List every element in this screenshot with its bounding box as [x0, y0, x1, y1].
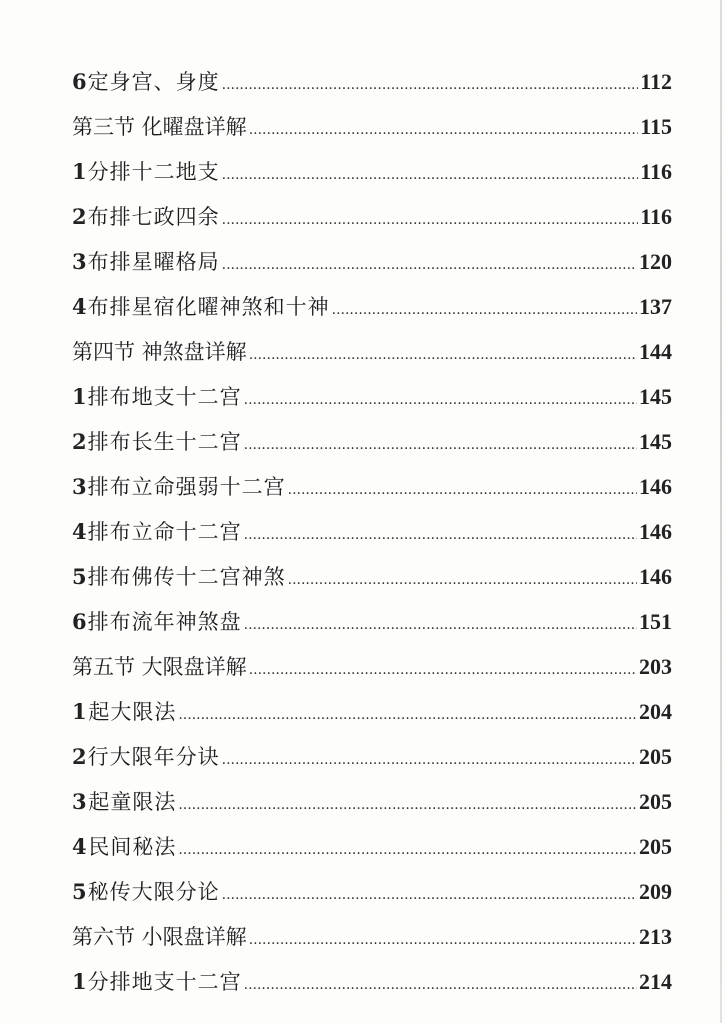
toc-entry-number: 3 [72, 249, 88, 274]
toc-entry [72, 284, 672, 329]
toc-entry-number: 4 [72, 519, 88, 544]
toc-entry [72, 374, 672, 419]
toc-entry [72, 689, 672, 734]
toc-leader-dots [249, 333, 637, 378]
toc-leader-dots [332, 288, 637, 333]
toc-page-number: 205 [639, 744, 672, 769]
toc-page-number: 115 [640, 114, 672, 139]
toc-page-number: 120 [639, 249, 672, 274]
toc-entry [72, 59, 672, 104]
toc-entry [72, 239, 672, 284]
toc-entry [72, 734, 672, 779]
toc-leader-dots [222, 198, 639, 243]
toc-entry-number: 3 [72, 789, 88, 814]
toc-leader-dots [222, 738, 637, 783]
toc-leader-dots [178, 783, 637, 828]
toc-leader-dots [288, 558, 637, 603]
toc-page-number: 205 [639, 789, 672, 814]
toc-section-entry [72, 644, 672, 689]
toc-entry-title: 起大限法 [88, 700, 177, 724]
toc-entry [72, 599, 672, 644]
toc-page-number: 213 [639, 924, 672, 949]
toc-entry-title: 民间秘法 [88, 835, 177, 859]
toc-entry-number: 1 [72, 384, 88, 409]
toc-page-number: 112 [640, 69, 672, 94]
toc-entry-title: 第三节 化曜盘详解 [72, 115, 247, 139]
toc-leader-dots [244, 963, 637, 1008]
toc-entry [72, 959, 672, 1004]
toc-entry-title: 分排地支十二宫 [87, 970, 242, 994]
toc-entry-title: 排布立命强弱十二宫 [87, 475, 286, 499]
toc-entry-number: 1 [72, 699, 88, 724]
toc-page-number: 204 [639, 699, 672, 724]
toc-entry-number: 3 [72, 474, 88, 499]
toc-entry-number: 2 [72, 429, 88, 454]
toc-entry-title: 秘传大限分论 [87, 880, 220, 904]
toc-leader-dots [288, 468, 637, 513]
toc-entry-number: 6 [72, 69, 88, 94]
toc-entry-number: 4 [72, 834, 88, 859]
toc-leader-dots [249, 108, 639, 153]
toc-entry-number: 1 [72, 969, 88, 994]
toc-entry [72, 824, 672, 869]
toc-leader-dots [222, 243, 637, 288]
toc-entry [72, 419, 672, 464]
toc-page-number: 214 [639, 969, 672, 994]
toc-entry-title: 排布流年神煞盘 [87, 610, 242, 634]
toc-leader-dots [244, 513, 637, 558]
toc-entry-title: 起童限法 [88, 790, 177, 814]
toc-entry-title: 第六节 小限盘详解 [72, 925, 247, 949]
toc-page-number: 116 [640, 159, 672, 184]
toc-leader-dots [244, 603, 637, 648]
toc-entry-title: 行大限年分诀 [87, 745, 220, 769]
toc-section-entry [72, 329, 672, 374]
toc-entry [72, 869, 672, 914]
toc-leader-dots [222, 873, 637, 918]
toc-entry-title: 布排七政四余 [87, 205, 220, 229]
toc-page-number: 151 [639, 609, 672, 634]
toc-section-entry [72, 914, 672, 959]
toc-entry-number: 4 [72, 294, 88, 319]
toc-page-number: 205 [639, 834, 672, 859]
toc-entry-title: 第五节 大限盘详解 [72, 655, 247, 679]
toc-leader-dots [249, 648, 637, 693]
toc-entry-number: 2 [72, 744, 88, 769]
toc-leader-dots [222, 63, 639, 108]
toc-section-entry [72, 104, 672, 149]
toc-page-number: 145 [639, 429, 672, 454]
toc-leader-dots [244, 423, 637, 468]
toc-entry [72, 554, 672, 599]
toc-entry-number: 2 [72, 204, 88, 229]
toc-entry-number: 5 [72, 564, 88, 589]
toc-entry [72, 149, 672, 194]
toc-entry-title: 分排十二地支 [87, 160, 220, 184]
toc-leader-dots [178, 693, 637, 738]
toc-entry [72, 779, 672, 824]
toc-entry-title: 布排星宿化曜神煞和十神 [87, 295, 330, 319]
scan-edge [720, 0, 722, 1023]
toc-entry-title: 定身宫、身度 [87, 70, 220, 94]
toc-entry [72, 464, 672, 509]
toc-page-number: 145 [639, 384, 672, 409]
toc-page-number: 144 [639, 339, 672, 364]
toc-entry-title: 排布立命十二宫 [87, 520, 242, 544]
toc-page-number: 146 [639, 564, 672, 589]
toc-entry-number: 6 [72, 609, 88, 634]
toc-page-number: 203 [639, 654, 672, 679]
toc-entry-number: 5 [72, 879, 88, 904]
toc-page-number: 146 [639, 474, 672, 499]
toc-leader-dots [249, 918, 637, 963]
toc-entry-number: 1 [72, 159, 88, 184]
toc-page-number: 146 [639, 519, 672, 544]
toc-leader-dots [244, 378, 637, 423]
toc-page-number: 116 [640, 204, 672, 229]
toc-entry [72, 509, 672, 554]
table-of-contents [72, 59, 672, 1004]
toc-page-number: 137 [639, 294, 672, 319]
toc-entry-title: 排布佛传十二宫神煞 [87, 565, 286, 589]
toc-page-number: 209 [639, 879, 672, 904]
toc-entry [72, 194, 672, 239]
toc-entry-title: 第四节 神煞盘详解 [72, 340, 247, 364]
toc-leader-dots [178, 828, 637, 873]
toc-entry-title: 排布长生十二宫 [87, 430, 242, 454]
toc-entry-title: 排布地支十二宫 [87, 385, 242, 409]
toc-entry-title: 布排星曜格局 [87, 250, 220, 274]
toc-leader-dots [222, 153, 639, 198]
